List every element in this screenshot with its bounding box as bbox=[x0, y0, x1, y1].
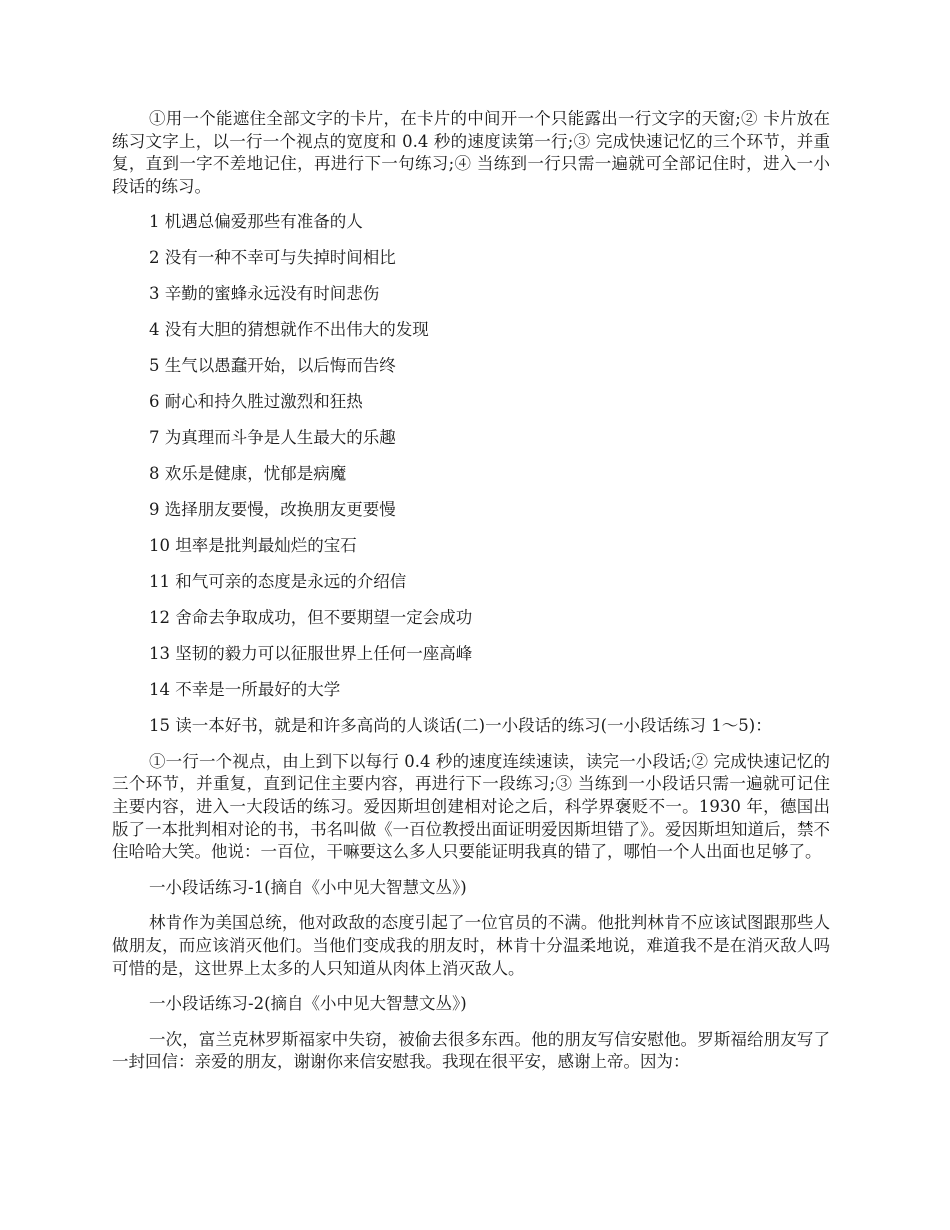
list-item: 11 和气可亲的态度是永远的介绍信 bbox=[149, 572, 407, 592]
list-item: 8 欢乐是健康，忧郁是病魔 bbox=[149, 464, 347, 484]
exercise-2-text: 一次，富兰克林罗斯福家中失窃，被偷去很多东西。他的朋友写信安慰他。罗斯福给朋友写了一封回信：亲爱的朋友，谢谢你来信安慰我。我现在很平安，感谢上帝。因为： bbox=[112, 1029, 830, 1072]
exercise-1-text: 林肯作为美国总统，他对政敌的态度引起了一位官员的不满。他批判林肯不应该试图跟那些人做朋友，而应该消灭他们。当他们变成我的朋友时，林肯十分温柔地说，难道我不是在消灭敌人吗可惜的是，这世界上太多的人只知道从肉体上消灭敌人。 bbox=[112, 913, 830, 978]
sentence-list bbox=[112, 211, 830, 701]
document-page bbox=[112, 108, 830, 1087]
list-item: 10 坦率是批判最灿烂的宝石 bbox=[149, 536, 357, 556]
list-item: 4 没有大胆的猜想就作不出伟大的发现 bbox=[149, 320, 429, 340]
sentence-15-paragraph: 15 读一本好书，就是和许多高尚的人谈话(二)一小段话的练习(一小段话练习 1～5)： bbox=[149, 716, 772, 736]
list-item: 14 不幸是一所最好的大学 bbox=[149, 680, 341, 700]
list-item: 13 坚韧的毅力可以征服世界上任何一座高峰 bbox=[149, 644, 473, 664]
list-item: 6 耐心和持久胜过激烈和狂热 bbox=[149, 392, 363, 412]
exercise-1-heading: 一小段话练习-1(摘自《小中见大智慧文丛》) bbox=[149, 877, 467, 897]
list-item: 7 为真理而斗争是人生最大的乐趣 bbox=[149, 428, 396, 448]
list-item: 9 选择朋友要慢，改换朋友更要慢 bbox=[149, 500, 396, 520]
list-item: 1 机遇总偏爱那些有准备的人 bbox=[149, 212, 363, 232]
intro-paragraph: ①用一个能遮住全部文字的卡片，在卡片的中间开一个只能露出一行文字的天窗;② 卡片放在练习文字上，以一行一个视点的宽度和 0.4 秒的速度读第一行;③ 完成快速记忆的三个环节，并重复，直到一字不差地记住，再进行下一句练习;④ 当练到一行只需一遍就可全部记住时，进入一小段话的练习。 bbox=[112, 109, 830, 196]
list-item: 3 辛勤的蜜蜂永远没有时间悲伤 bbox=[149, 284, 380, 304]
exercise-2-heading: 一小段话练习-2(摘自《小中见大智慧文丛》) bbox=[149, 994, 467, 1014]
list-item: 2 没有一种不幸可与失掉时间相比 bbox=[149, 248, 396, 268]
list-item: 5 生气以愚蠢开始，以后悔而告终 bbox=[149, 356, 396, 376]
list-item: 12 舍命去争取成功，但不要期望一定会成功 bbox=[149, 608, 473, 628]
method-paragraph: ①一行一个视点，由上到下以每行 0.4 秒的速度连续速读，读完一小段话;② 完成快速记忆的三个环节，并重复，直到记住主要内容，再进行下一段练习;③ 当练到一小段话只需一遍就可记住主要内容，进入一大段话的练习。爱因斯坦创建相对论之后，科学界褒贬不一。1930 年，德国出版了一本批判相对论的书，书名叫做《一百位教授出面证明爱因斯坦错了》。爱因斯坦知道后，禁不住哈哈大笑。他说：一百位，干嘛要这么多人只要能证明我真的错了，哪怕一个人出面也足够了。 bbox=[112, 751, 830, 862]
